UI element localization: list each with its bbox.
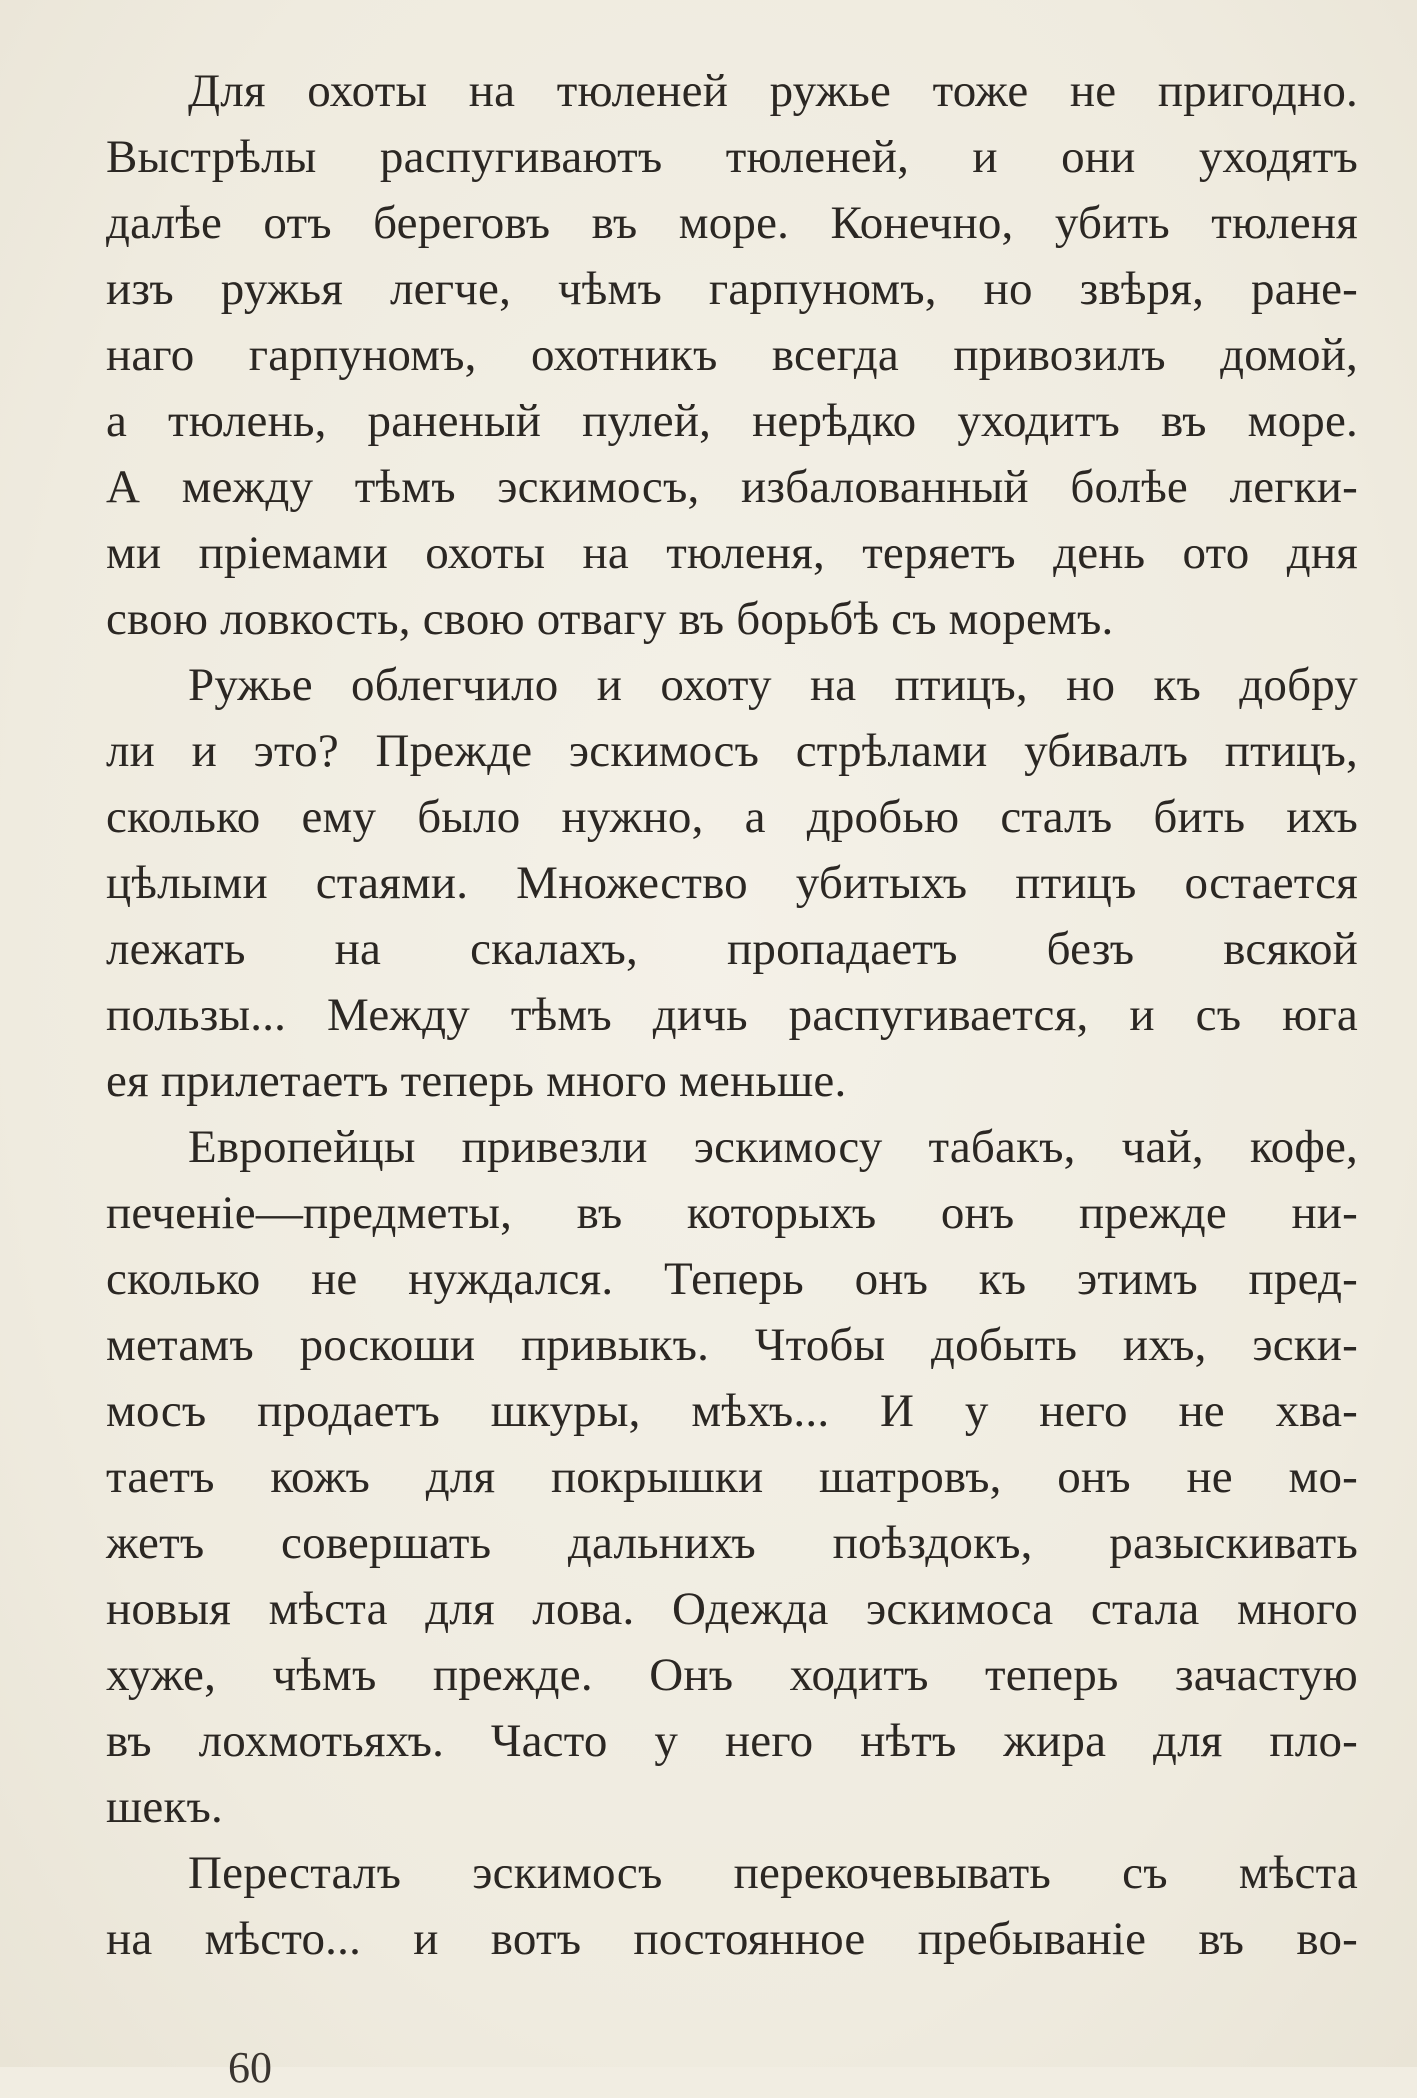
text-line: Ружье облегчило и охоту на птицъ, но къ добру <box>188 659 1358 711</box>
text-line: Для охоты на тюленей ружье тоже не пригодно. <box>188 65 1358 117</box>
text-line: Европейцы привезли эскимосу табакъ, чай, кофе, <box>188 1121 1358 1173</box>
text-line: А между тѣмъ эскимосъ, избалованный болѣе легки- <box>106 461 1358 513</box>
text-line: таетъ кожъ для покрышки шатровъ, онъ не мо- <box>106 1451 1358 1503</box>
text-line: лежать на скалахъ, пропадаетъ безъ всякой <box>106 923 1358 975</box>
text-line: печенiе—предметы, въ которыхъ онъ прежде ни- <box>106 1187 1358 1239</box>
text-line: ми прiемами охоты на тюленя, теряетъ день ото дня <box>106 527 1358 579</box>
text-line: цѣлыми стаями. Множество убитыхъ птицъ остается <box>106 857 1358 909</box>
paragraph <box>106 58 1358 652</box>
text-line: далѣе отъ береговъ въ море. Конечно, убить тюленя <box>106 197 1358 249</box>
text-line: пользы... Между тѣмъ дичь распугивается, и съ юга <box>106 989 1358 1041</box>
text-line: мосъ продаетъ шкуры, мѣхъ... И у него не хва- <box>106 1385 1358 1437</box>
text-line: сколько ему было нужно, а дробью сталъ бить ихъ <box>106 791 1358 843</box>
text-line: въ лохмотьяхъ. Часто у него нѣтъ жира для пло- <box>106 1715 1358 1767</box>
page-number: 60 <box>228 2043 272 2092</box>
text-line: изъ ружья легче, чѣмъ гарпуномъ, но звѣря, ране- <box>106 263 1358 315</box>
text-line: шекъ. <box>106 1781 223 1833</box>
text-line: сколько не нуждался. Теперь онъ къ этимъ пред- <box>106 1253 1358 1305</box>
text-line: новыя мѣста для лова. Одежда эскимоса стала много <box>106 1583 1358 1635</box>
text-line: наго гарпуномъ, охотникъ всегда привозилъ домой, <box>106 329 1358 381</box>
body-text <box>106 58 1358 1972</box>
text-line: хуже, чѣмъ прежде. Онъ ходитъ теперь зачастую <box>106 1649 1358 1701</box>
text-line: свою ловкость, свою отвагу въ борьбѣ съ моремъ. <box>106 593 1114 645</box>
text-line: жетъ совершать дальнихъ поѣздокъ, разыскивать <box>106 1517 1358 1569</box>
paragraph <box>106 1840 1358 1972</box>
text-line: Пересталъ эскимосъ перекочевывать съ мѣста <box>188 1847 1358 1899</box>
text-line: на мѣсто... и вотъ постоянное пребыванiе въ во- <box>106 1913 1358 1965</box>
text-line: метамъ роскоши привыкъ. Чтобы добыть ихъ, эски- <box>106 1319 1358 1371</box>
text-line: Выстрѣлы распугиваютъ тюленей, и они уходятъ <box>106 131 1358 183</box>
paragraph <box>106 1114 1358 1840</box>
text-line: а тюлень, раненый пулей, нерѣдко уходитъ въ море. <box>106 395 1358 447</box>
text-line: ея прилетаетъ теперь много меньше. <box>106 1055 847 1107</box>
text-line: ли и это? Прежде эскимосъ стрѣлами убивалъ птицъ, <box>106 725 1358 777</box>
paragraph <box>106 652 1358 1114</box>
